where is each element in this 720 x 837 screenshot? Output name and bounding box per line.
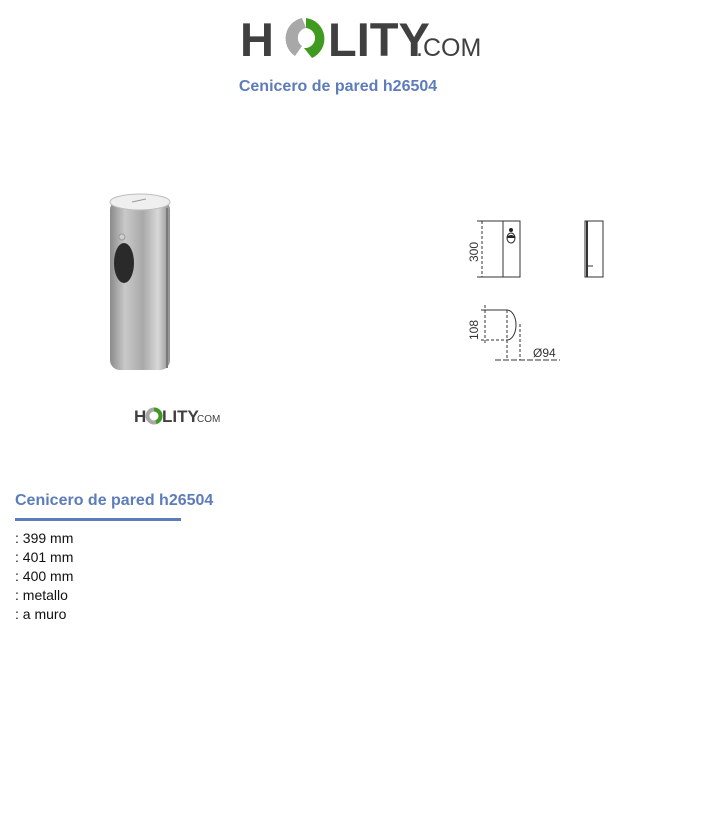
page-title: Cenicero de pared h26504 <box>238 78 438 95</box>
spec-row: : a muro <box>15 606 67 622</box>
product-photo <box>100 188 190 378</box>
logo-letter-h: H <box>240 13 274 64</box>
spec-row: : 401 mm <box>15 549 74 565</box>
svg-text:LITY: LITY <box>162 407 199 426</box>
details-divider <box>15 518 181 521</box>
depth-label: 108 <box>467 319 481 340</box>
logo-com: .COM <box>416 34 482 62</box>
logo-letters-lity: LITY <box>328 13 430 64</box>
diameter-label: Ø94 <box>533 346 556 360</box>
holity-logo-graphic <box>240 12 485 64</box>
logo-ring-gray <box>286 18 306 56</box>
logo-ring-green <box>304 18 324 58</box>
holity-logo[interactable] <box>240 12 485 64</box>
spec-row: : metallo <box>15 587 68 603</box>
technical-drawing <box>455 210 635 380</box>
spec-row: : 399 mm <box>15 530 74 546</box>
svg-text:COM: COM <box>197 414 221 425</box>
height-label: 300 <box>467 241 481 262</box>
holity-mini-logo <box>134 405 224 427</box>
svg-text:H: H <box>134 407 147 426</box>
spec-list <box>15 529 73 624</box>
spec-row: : 400 mm <box>15 568 74 584</box>
details-title: Cenicero de pared h26504 <box>15 492 214 509</box>
